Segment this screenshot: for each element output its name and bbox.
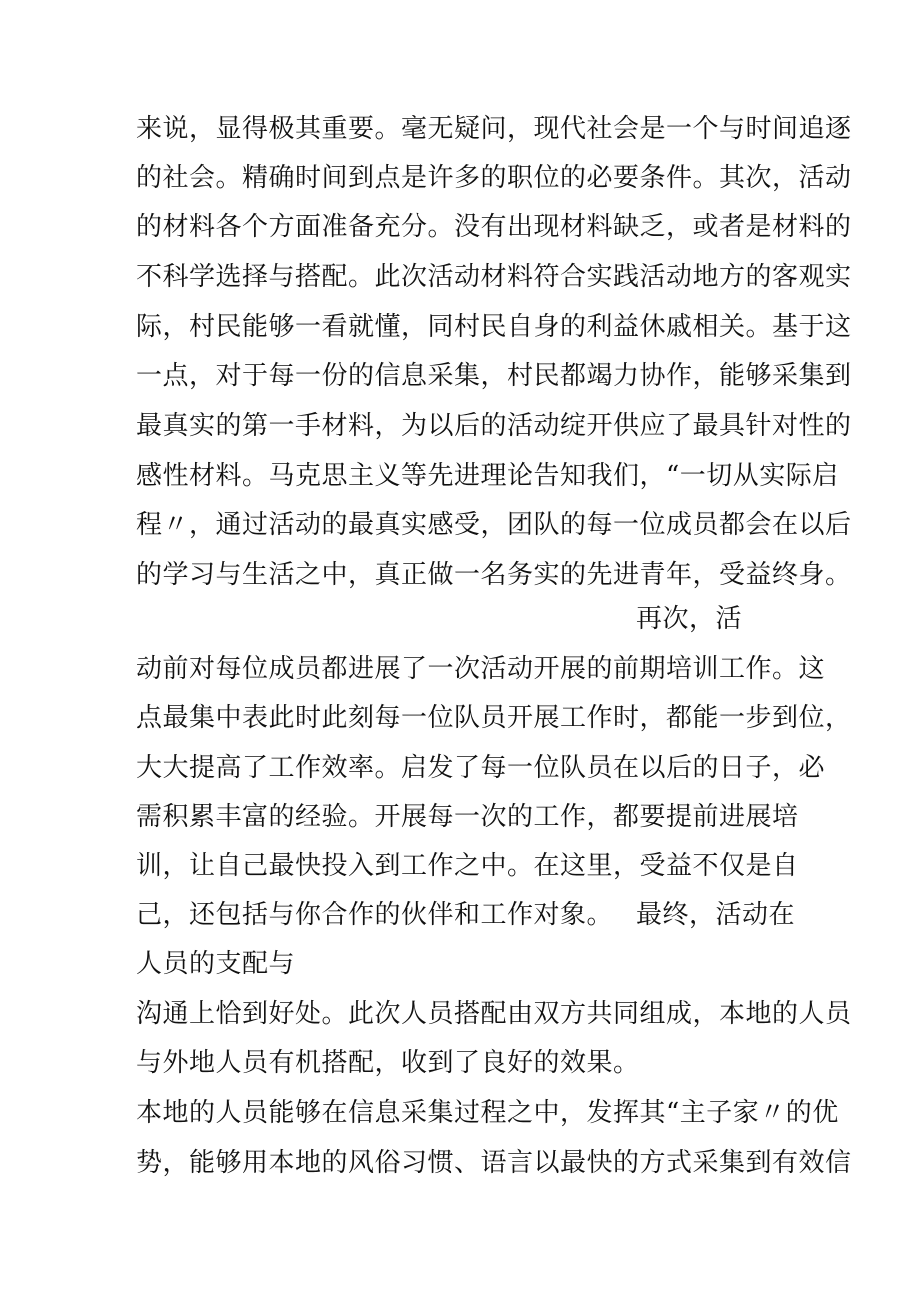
text-line-15: 需积累丰富的经验。开展每一次的工作，都要提前进展培 — [136, 802, 799, 832]
text-line-8: 感性材料。马克思主义等先进理论告知我们，“一切从实际启 — [136, 461, 839, 491]
text-line-13: 点最集中表此时此刻每一位队员开展工作时，都能一步到位， — [136, 703, 852, 733]
text-line-3: 的材料各个方面准备充分。没有出现材料缺乏，或者是材料的 — [136, 212, 852, 242]
text-line-4: 不科学选择与搭配。此次活动材料符合实践活动地方的客观实 — [136, 262, 852, 292]
text-line-14: 大大提高了工作效率。启发了每一位队员在以后的日子，必 — [136, 753, 826, 783]
text-line-7: 最真实的第一手材料，为以后的活动绽开供应了最具针对性的 — [136, 411, 852, 441]
text-line-6: 一点，对于每一份的信息采集，村民都竭力协作，能够采集到 — [136, 361, 852, 391]
text-line-21: 与外地人员有机搭配，收到了良好的效果。 — [136, 1048, 640, 1078]
text-line-16: 训，让自己最快投入到工作之中。在这里，受益不仅是自 — [136, 851, 799, 881]
text-line-9: 程〃，通过活动的最真实感受，团队的每一位成员都会在以后 — [136, 510, 852, 540]
text-line-12: 动前对每位成员都进展了一次活动开展的前期培训工作。这 — [136, 654, 826, 684]
text-line-18: 最终，活动在 — [636, 900, 796, 930]
text-line-17: 己，还包括与你合作的伙伴和工作对象。 — [136, 900, 614, 930]
text-line-19: 人员的支配与 — [136, 949, 296, 979]
text-line-23: 势，能够用本地的风俗习惯、语言以最快的方式采集到有效信 — [136, 1148, 852, 1178]
text-line-11: 再次，活 — [636, 604, 743, 634]
text-line-1: 来说，显得极其重要。毫无疑问，现代社会是一个与时间追逐 — [136, 114, 852, 144]
text-line-2: 的社会。精确时间到点是许多的职位的必要条件。其次，活动 — [136, 163, 852, 193]
text-line-22: 本地的人员能够在信息采集过程之中，发挥其“主子家〃的优 — [136, 1098, 839, 1128]
text-line-10: 的学习与生活之中，真正做一名务实的先进青年，受益终身。 — [136, 560, 852, 590]
text-line-20: 沟通上恰到好处。此次人员搭配由双方共同组成，本地的人员 — [136, 999, 852, 1029]
text-line-5: 际，村民能够一看就懂，同村民自身的利益休戚相关。基于这 — [136, 312, 852, 342]
